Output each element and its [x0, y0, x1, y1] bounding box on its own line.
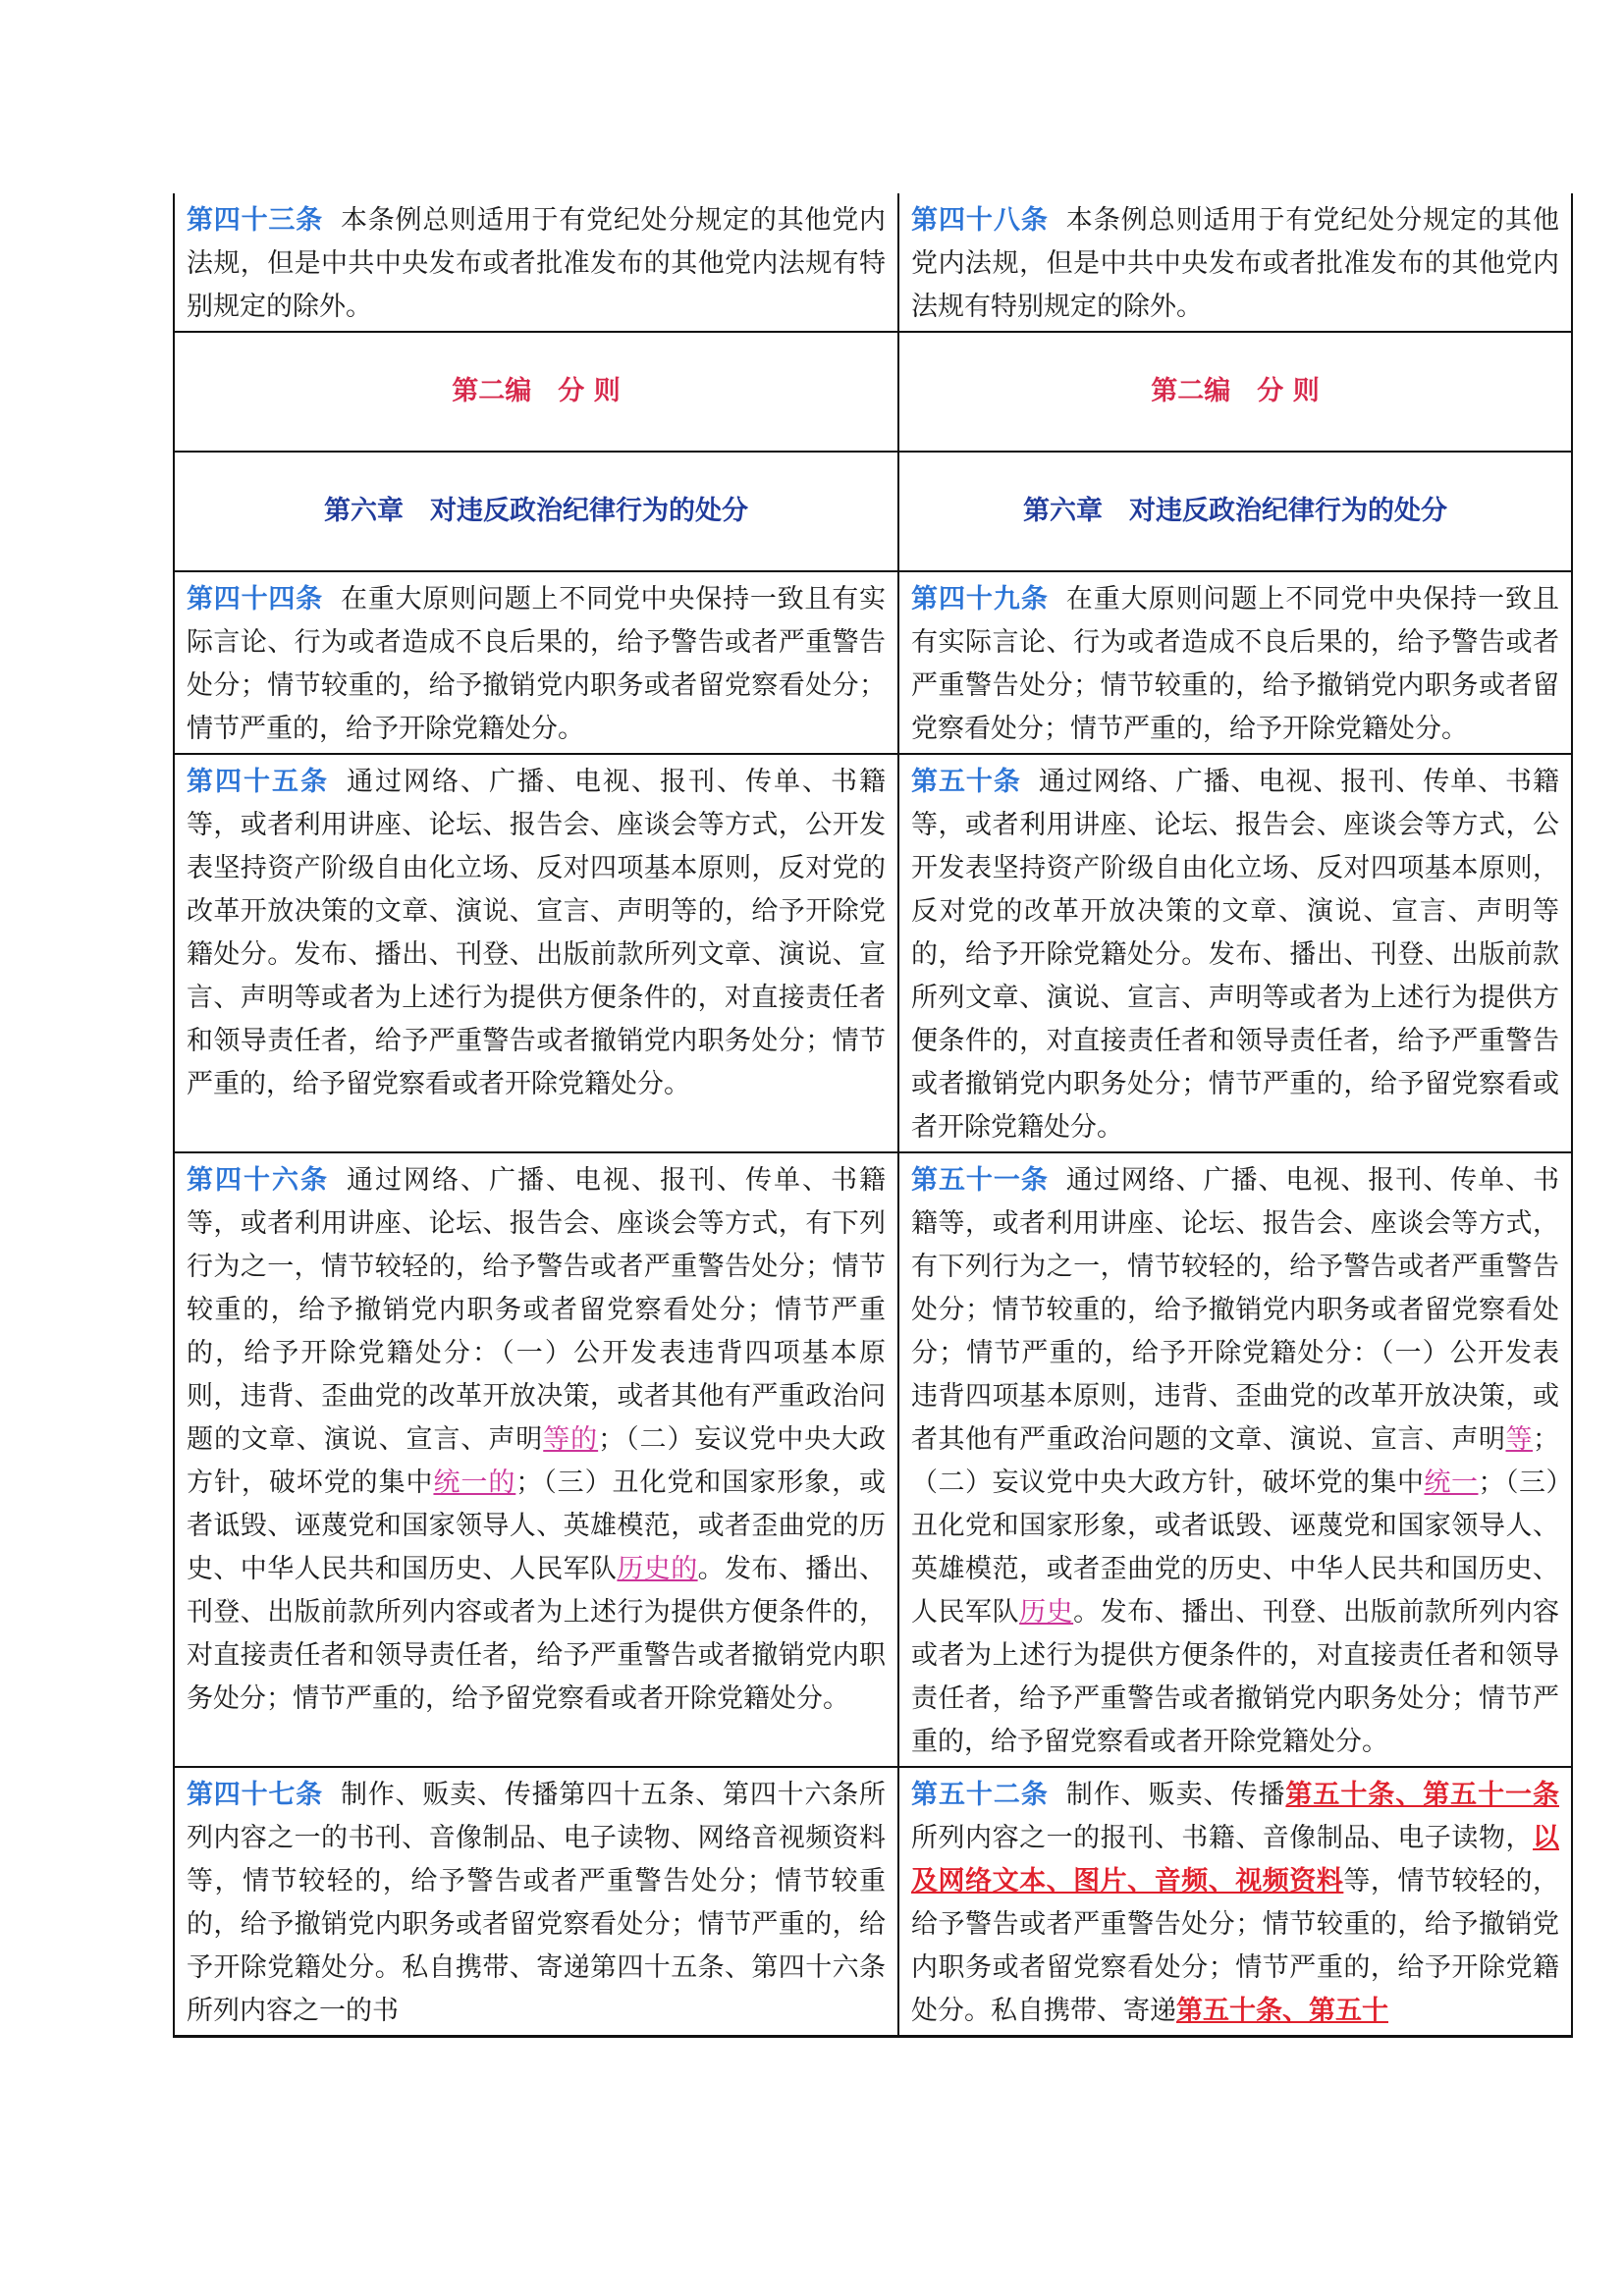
article-text: 通过网络、广播、电视、报刊、传单、书籍等，或者利用讲座、论坛、报告会、座谈会等方式，有下列行为之一，情节较轻的，给予警告或者严重警告处分；情节较重的，给予撤销党内职务或者留党察看处分；情节严重的，给予开除党籍处分：（一）公开发表违背四项基本原则，违背、歪曲党的改革开放决策，或者其他有严重政治问题的文章、演说、宣言、声明 — [187, 1165, 886, 1455]
article-text: 在重大原则问题上不同党中央保持一致且有实际言论、行为或者造成不良后果的，给予警告或者严重警告处分；情节较重的，给予撤销党内职务或者留党察看处分；情节严重的，给予开除党籍处分。 — [911, 584, 1560, 744]
revision-mark: 第五十条、第五十 — [1176, 1996, 1388, 2026]
article-number: 第四十八条 — [911, 205, 1049, 236]
old-article-45 — [174, 754, 898, 1152]
revision-mark: 历史的 — [617, 1554, 698, 1584]
new-article-51 — [898, 1152, 1572, 1767]
article-text: 通过网络、广播、电视、报刊、传单、书籍等，或者利用讲座、论坛、报告会、座谈会等方式，公开发表坚持资产阶级自由化立场、反对四项基本原则，反对党的改革开放决策的文章、演说、宣言、声明等的，给予开除党籍处分。发布、播出、刊登、出版前款所列文章、演说、宣言、声明等或者为上述行为提供方便条件的，对直接责任者和领导责任者，给予严重警告或者撤销党内职务处分；情节严重的，给予留党察看或者开除党籍处分。 — [187, 767, 886, 1099]
article-number: 第五十一条 — [911, 1165, 1049, 1196]
article-text: 本条例总则适用于有党纪处分规定的其他党内法规，但是中共中央发布或者批准发布的其他党内法规有特别规定的除外。 — [187, 205, 887, 322]
article-number: 第四十九条 — [911, 584, 1049, 614]
article-text: 在重大原则问题上不同党中央保持一致且有实际言论、行为或者造成不良后果的，给予警告或者严重警告处分；情节较重的，给予撤销党内职务或者留党察看处分；情节严重的，给予开除党籍处分。 — [187, 584, 887, 744]
revision-mark: 等 — [1505, 1424, 1534, 1455]
article-text: 等，情节较轻的，给予警告或者严重警告处分；情节较重的，给予撤销党内职务或者留党察看处分；情节严重的，给予开除党籍处分。私自携带、寄递 — [911, 1866, 1560, 2026]
new-article-52 — [898, 1767, 1572, 2037]
revision-mark: 等的 — [543, 1424, 599, 1455]
part-heading-right: 第二编 分 则 — [898, 332, 1572, 452]
article-number: 第五十二条 — [911, 1780, 1049, 1810]
article-text: 本条例总则适用于有党纪处分规定的其他党内法规，但是中共中央发布或者批准发布的其他党内法规有特别规定的除外。 — [911, 205, 1560, 322]
revision-mark: 历史 — [1019, 1597, 1074, 1628]
table-row — [174, 1152, 1572, 1767]
old-article-44 — [174, 571, 898, 754]
revision-mark: 以及网络文本、图片、音频、视频资料 — [911, 1823, 1559, 1896]
new-article-50 — [898, 754, 1572, 1152]
article-number: 第四十五条 — [187, 767, 329, 797]
new-article-49 — [898, 571, 1572, 754]
table-row — [174, 452, 1572, 571]
article-text: 所列内容之一的报刊、书籍、音像制品、电子读物， — [911, 1823, 1533, 1853]
article-text: 。发布、播出、刊登、出版前款所列内容或者为上述行为提供方便条件的，对直接责任者和领导责任者，给予严重警告或者撤销党内职务处分；情节严重的，给予留党察看或者开除党籍处分。 — [911, 1597, 1560, 1757]
chapter-heading-right: 第六章 对违反政治纪律行为的处分 — [898, 452, 1572, 571]
article-number: 第四十三条 — [187, 205, 323, 236]
article-text: ；（三）丑化党和国家形象，或者诋毁、诬蔑党和国家领导人、英雄模范，或者歪曲党的历史、中华人民共和国历史、人民军队 — [911, 1468, 1559, 1628]
old-article-46 — [174, 1152, 898, 1767]
article-text: 通过网络、广播、电视、报刊、传单、书籍等，或者利用讲座、论坛、报告会、座谈会等方式，公开发表坚持资产阶级自由化立场、反对四项基本原则，反对党的改革开放决策的文章、演说、宣言、声明等的，给予开除党籍处分。发布、播出、刊登、出版前款所列文章、演说、宣言、声明等或者为上述行为提供方便条件的，对直接责任者和领导责任者，给予严重警告或者撤销党内职务处分；情节严重的，给予留党察看或者开除党籍处分。 — [911, 767, 1560, 1143]
revision-mark: 统一的 — [433, 1468, 516, 1498]
article-text: 。发布、播出、刊登、出版前款所列内容或者为上述行为提供方便条件的，对直接责任者和领导责任者，给予严重警告或者撤销党内职务处分；情节严重的，给予留党察看或者开除党籍处分。 — [187, 1554, 887, 1714]
new-article-48 — [898, 193, 1572, 332]
table-row — [174, 193, 1572, 332]
article-text: ；（三）丑化党和国家形象，或者诋毁、诬蔑党和国家领导人、英雄模范，或者歪曲党的历史、中华人民共和国历史、人民军队 — [187, 1468, 887, 1584]
revision-mark: 第五十条、第五十一条 — [1285, 1780, 1560, 1810]
table-row — [174, 571, 1572, 754]
article-number: 第四十七条 — [187, 1780, 323, 1810]
article-number: 第五十条 — [911, 767, 1021, 797]
chapter-heading-left: 第六章 对违反政治纪律行为的处分 — [174, 452, 898, 571]
article-text: 制作、贩卖、传播 — [1065, 1780, 1286, 1810]
comparison-table — [173, 193, 1573, 2038]
article-number: 第四十四条 — [187, 584, 323, 614]
article-text: 制作、贩卖、传播第四十五条、第四十六条所列内容之一的书刊、音像制品、电子读物、网络音视频资料等，情节较轻的，给予警告或者严重警告处分；情节较重的，给予撤销党内职务或者留党察看处分；情节严重的，给予开除党籍处分。私自携带、寄递第四十五条、第四十六条所列内容之一的书 — [187, 1780, 887, 2026]
old-article-47 — [174, 1767, 898, 2037]
part-heading-left: 第二编 分 则 — [174, 332, 898, 452]
table-row — [174, 332, 1572, 452]
article-text: 通过网络、广播、电视、报刊、传单、书籍等，或者利用讲座、论坛、报告会、座谈会等方式，有下列行为之一，情节较轻的，给予警告或者严重警告处分；情节较重的，给予撤销党内职务或者留党察看处分；情节严重的，给予开除党籍处分：（一）公开发表违背四项基本原则，违背、歪曲党的改革开放决策，或者其他有严重政治问题的文章、演说、宣言、声明 — [911, 1165, 1560, 1455]
old-article-43 — [174, 193, 898, 332]
table-row — [174, 754, 1572, 1152]
article-text: ；（二）妄议党中央大政方针，破坏党的集中 — [911, 1424, 1560, 1498]
table-row — [174, 1767, 1572, 2037]
article-text: ；（二）妄议党中央大政方针，破坏党的集中 — [187, 1424, 887, 1498]
article-number: 第四十六条 — [187, 1165, 329, 1196]
revision-mark: 统一 — [1424, 1468, 1479, 1498]
